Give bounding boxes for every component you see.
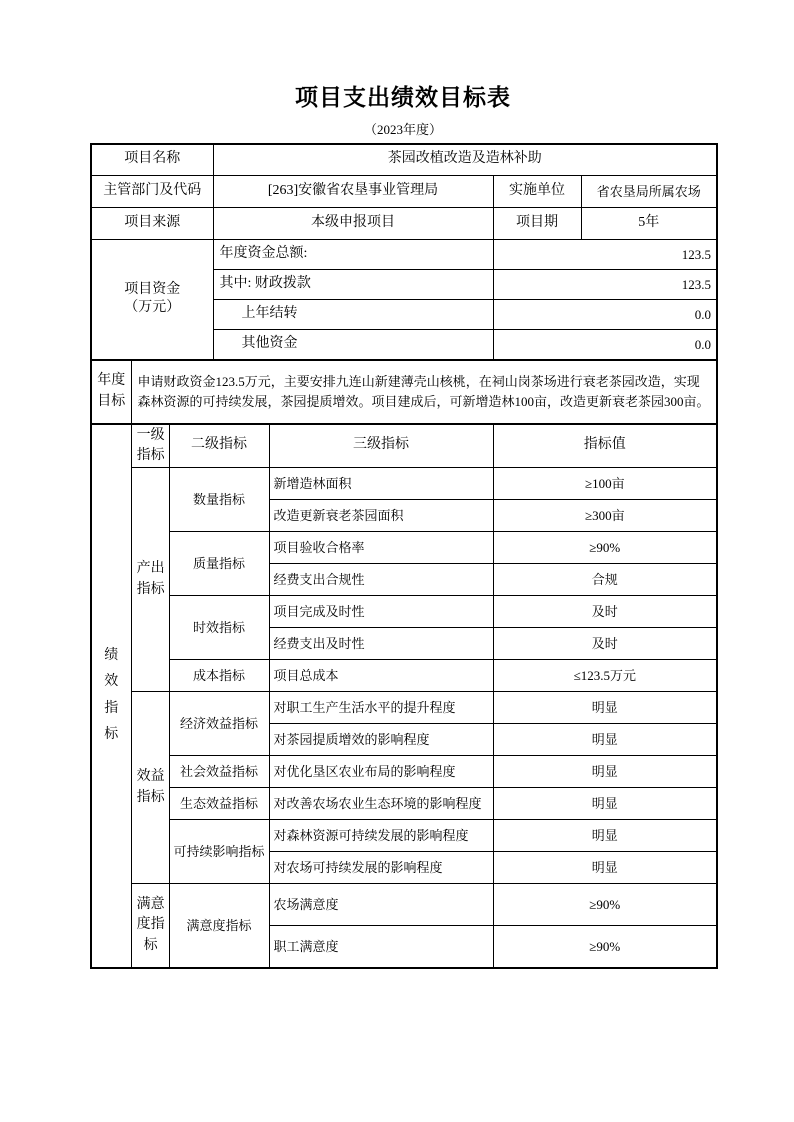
source-value: 本级申报项目 [213,208,493,240]
indicator-row [91,788,717,820]
indicator-row [91,532,717,564]
level3-text: 项目验收合格率 [269,532,493,564]
level3-text: 对改善农场农业生态环境的影响程度 [269,788,493,820]
level2-timeliness: 时效指标 [169,596,269,660]
indicator-value: 及时 [493,628,717,660]
row-source [91,208,717,240]
level3-text: 新增造林面积 [269,468,493,500]
indicator-row [91,468,717,500]
fund-fiscal-label: 其中: 财政拨款 [213,270,493,300]
indicator-value: 明显 [493,852,717,884]
funds-label [91,240,213,360]
fund-total-value: 123.5 [493,240,717,270]
dept-value: [263]安徽省农垦事业管理局 [213,176,493,208]
indicator-row [91,820,717,852]
level1-output: 产出指标 [136,561,165,597]
impl-unit-value: 省农垦局所属农场 [581,176,717,208]
indicator-value: ≤123.5万元 [493,660,717,692]
indicator-value: 明显 [493,788,717,820]
level3-text: 职工满意度 [269,926,493,968]
annual-goal-text: 申请财政资金123.5万元，主要安排九连山新建薄壳山核桃，在祠山岗茶场进行衰老茶园改造，实现森林资源的可持续发展，茶园提质增效。项目建成后，可新增造林100亩，改造更新衰老茶园300亩。 [131,360,717,424]
level2-social: 社会效益指标 [169,756,269,788]
indicator-value: 合规 [493,564,717,596]
indicators-side-label: 绩效指标 [104,647,119,743]
level2-ecological: 生态效益指标 [169,788,269,820]
row-indicator-header [91,424,717,468]
page-subtitle: （2023年度） [363,121,442,137]
level3-text: 项目完成及时性 [269,596,493,628]
fund-total-label: 年度资金总额: [213,240,493,270]
level3-text: 经费支出合规性 [269,564,493,596]
row-fund-total [91,240,717,270]
level2-quantity: 数量指标 [169,468,269,532]
row-project-name [91,144,717,176]
indicator-value: 明显 [493,756,717,788]
indicator-value: 明显 [493,820,717,852]
funds-label-line1: 项目资金 [124,281,181,297]
performance-target-table [90,143,718,969]
level1-satisfaction-cell [131,884,169,968]
indicator-value: ≥90% [493,532,717,564]
fund-other-label: 其他资金 [213,330,493,360]
indicator-value: ≥300亩 [493,500,717,532]
impl-unit-label: 实施单位 [493,176,581,208]
indicator-row [91,756,717,788]
level3-text: 项目总成本 [269,660,493,692]
annual-goal-label: 年度目标 [97,373,126,409]
level1-output-cell [131,468,169,692]
level2-quality: 质量指标 [169,532,269,596]
level1-satisfaction: 满意度指标 [136,897,165,953]
indicator-row [91,884,717,926]
indicator-value: ≥100亩 [493,468,717,500]
indicator-value: ≥90% [493,884,717,926]
period-label: 项目期 [493,208,581,240]
level1-benefit-cell [131,692,169,884]
indicator-value: 明显 [493,692,717,724]
indicator-row [91,692,717,724]
row-dept [91,176,717,208]
header-level3: 三级指标 [269,424,493,468]
funds-label-line2: （万元） [124,300,181,316]
indicator-value: 及时 [493,596,717,628]
level3-text: 经费支出及时性 [269,628,493,660]
header-level2: 二级指标 [169,424,269,468]
header-level1 [131,424,169,468]
indicator-value: 明显 [493,724,717,756]
document-body [90,84,716,969]
level2-economic: 经济效益指标 [169,692,269,756]
level3-text: 改造更新衰老茶园面积 [269,500,493,532]
header-level1-text: 一级指标 [136,427,165,463]
level3-text: 对森林资源可持续发展的影响程度 [269,820,493,852]
fund-other-value: 0.0 [493,330,717,360]
period-value: 5年 [581,208,717,240]
level3-text: 对优化垦区农业布局的影响程度 [269,756,493,788]
level2-sustainable: 可持续影响指标 [169,820,269,884]
row-annual-goal [91,360,717,424]
project-name-label: 项目名称 [91,144,213,176]
fund-carryover-label: 上年结转 [213,300,493,330]
indicator-row [91,660,717,692]
indicator-value: ≥90% [493,926,717,968]
level1-benefit: 效益指标 [136,769,165,805]
level2-cost: 成本指标 [169,660,269,692]
level2-satisfaction: 满意度指标 [169,884,269,968]
level3-text: 对农场可持续发展的影响程度 [269,852,493,884]
dept-label: 主管部门及代码 [91,176,213,208]
annual-goal-label-cell [91,360,131,424]
indicators-side-label-cell [91,424,131,968]
page-title: 项目支出绩效目标表 [295,85,511,110]
indicator-row [91,596,717,628]
level3-text: 对职工生产生活水平的提升程度 [269,692,493,724]
source-label: 项目来源 [91,208,213,240]
header-value: 指标值 [493,424,717,468]
level3-text: 农场满意度 [269,884,493,926]
project-name-value: 茶园改植改造及造林补助 [213,144,717,176]
fund-fiscal-value: 123.5 [493,270,717,300]
level3-text: 对茶园提质增效的影响程度 [269,724,493,756]
fund-carryover-value: 0.0 [493,300,717,330]
